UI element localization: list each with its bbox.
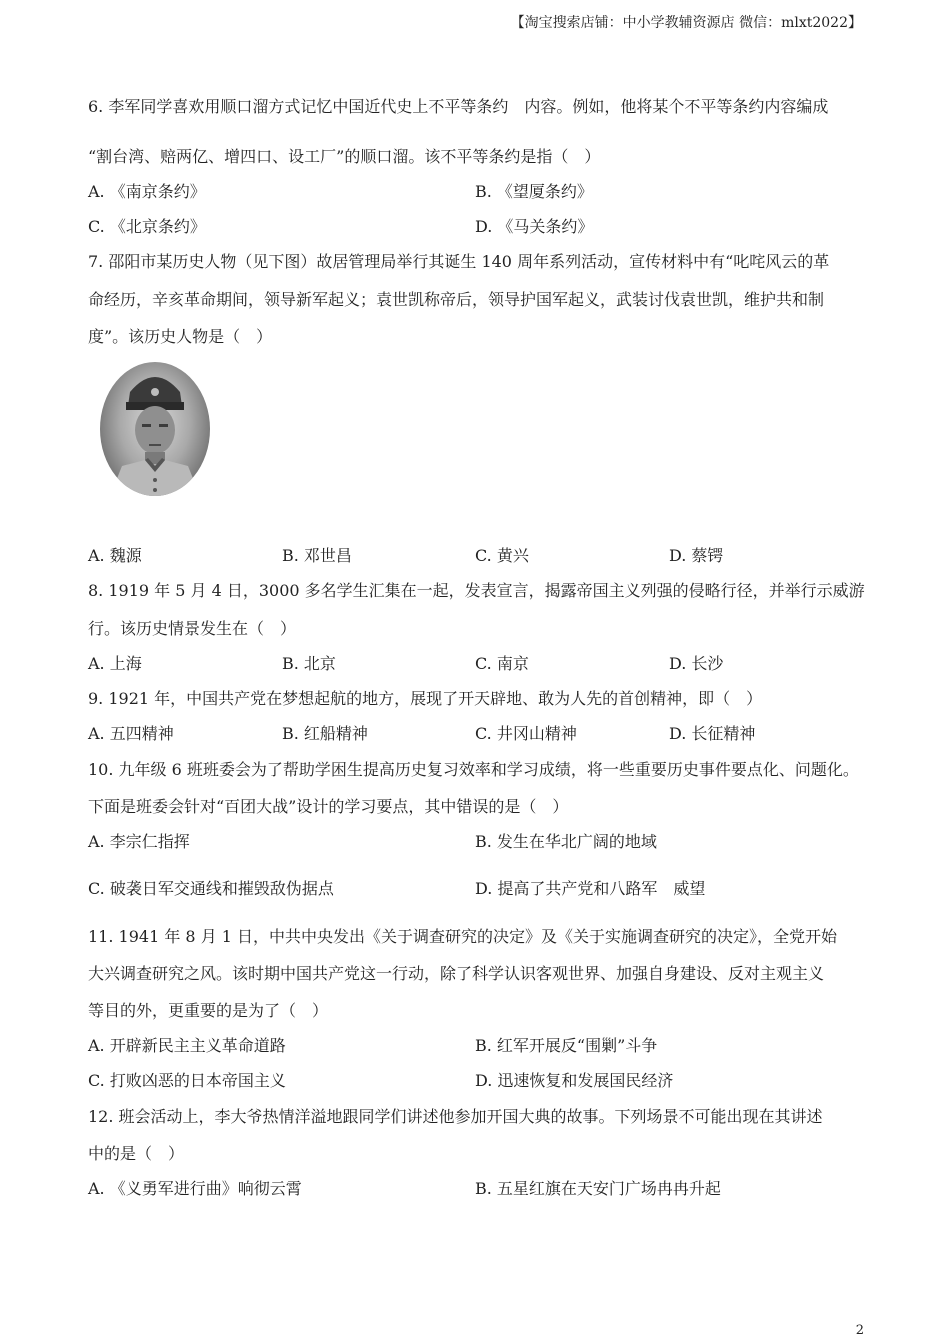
q7-option-d: D. 蔡锷 xyxy=(669,546,724,565)
q9-option-d: D. 长征精神 xyxy=(669,724,756,743)
q10-option-c: C. 破袭日军交通线和摧毁敌伪据点 xyxy=(88,879,334,898)
page-header: 【淘宝搜索店铺：中小学教辅资源店 微信：mlxt2022】 xyxy=(510,15,862,31)
q7-option-c: C. 黄兴 xyxy=(475,546,529,565)
q10-option-b: B. 发生在华北广阔的地域 xyxy=(475,832,657,851)
q6-stem-line1: 6. 李军同学喜欢用顺口溜方式记忆中国近代史上不平等条约 内容。例如，他将某个不平等条约内容编成 xyxy=(88,97,829,116)
portrait-illustration xyxy=(100,362,210,496)
q6-option-b: B. 《望厦条约》 xyxy=(475,182,593,201)
q6-stem-line2: “割台湾、赔两亿、增四口、设工厂”的顺口溜。该不平等条约是指（ ） xyxy=(88,147,601,166)
q9-option-b: B. 红船精神 xyxy=(282,724,368,743)
q10-stem-line2: 下面是班委会针对“百团大战”设计的学习要点，其中错误的是（ ） xyxy=(88,797,569,816)
historical-figure-photo xyxy=(100,362,210,496)
q8-option-c: C. 南京 xyxy=(475,654,529,673)
q11-option-c: C. 打败凶恶的日本帝国主义 xyxy=(88,1071,286,1090)
page-number: 2 xyxy=(855,1323,864,1338)
q6-option-a: A. 《南京条约》 xyxy=(88,182,206,201)
q11-stem-line1: 11. 1941 年 8 月 1 日，中共中央发出《关于调查研究的决定》及《关于实施调查研究的决定》，全党开始 xyxy=(88,927,838,946)
q11-stem-line3: 等目的外，更重要的是为了（ ） xyxy=(88,1001,329,1020)
q11-option-b: B. 红军开展反“围剿”斗争 xyxy=(475,1036,658,1055)
q11-stem-line2: 大兴调查研究之风。该时期中国共产党这一行动，除了科学认识客观世界、加强自身建设、反对主观主义 xyxy=(88,964,825,983)
q6-option-d: D. 《马关条约》 xyxy=(475,217,594,236)
q7-option-a: A. 魏源 xyxy=(88,546,142,565)
q8-option-d: D. 长沙 xyxy=(669,654,724,673)
q8-stem-line2: 行。该历史情景发生在（ ） xyxy=(88,619,297,638)
q12-stem-line1: 12. 班会活动上，李大爷热情洋溢地跟同学们讲述他参加开国大典的故事。下列场景不可能出现在其讲述 xyxy=(88,1107,823,1126)
q7-stem-line1: 7. 邵阳市某历史人物（见下图）故居管理局举行其诞生 140 周年系列活动，宣传材料中有“叱咤风云的革 xyxy=(88,252,830,271)
q12-option-b: B. 五星红旗在天安门广场冉冉升起 xyxy=(475,1179,721,1198)
q11-option-a: A. 开辟新民主主义革命道路 xyxy=(88,1036,286,1055)
q9-option-c: C. 井冈山精神 xyxy=(475,724,577,743)
q9-stem-line1: 9. 1921 年，中国共产党在梦想起航的地方，展现了开天辟地、敢为人先的首创精神，即（ ） xyxy=(88,689,763,708)
q7-stem-line2: 命经历，辛亥革命期间，领导新军起义；袁世凯称帝后，领导护国军起义，武装讨伐袁世凯，维护共和制 xyxy=(88,290,825,309)
q6-option-c: C. 《北京条约》 xyxy=(88,217,206,236)
q8-option-b: B. 北京 xyxy=(282,654,336,673)
q10-option-d: D. 提高了共产党和八路军 威望 xyxy=(475,879,706,898)
q8-option-a: A. 上海 xyxy=(88,654,142,673)
q8-stem-line1: 8. 1919 年 5 月 4 日，3000 多名学生汇集在一起，发表宣言，揭露帝国主义列强的侵略行径，并举行示威游 xyxy=(88,581,865,600)
q7-stem-line3: 度”。该历史人物是（ ） xyxy=(88,327,273,346)
q10-stem-line1: 10. 九年级 6 班班委会为了帮助学困生提高历史复习效率和学习成绩，将一些重要历史事件要点化、问题化。 xyxy=(88,760,859,779)
q12-stem-line2: 中的是（ ） xyxy=(88,1144,185,1163)
q7-option-b: B. 邓世昌 xyxy=(282,546,352,565)
q10-option-a: A. 李宗仁指挥 xyxy=(88,832,190,851)
q11-option-d: D. 迅速恢复和发展国民经济 xyxy=(475,1071,674,1090)
q12-option-a: A. 《义勇军进行曲》响彻云霄 xyxy=(88,1179,302,1198)
q9-option-a: A. 五四精神 xyxy=(88,724,174,743)
